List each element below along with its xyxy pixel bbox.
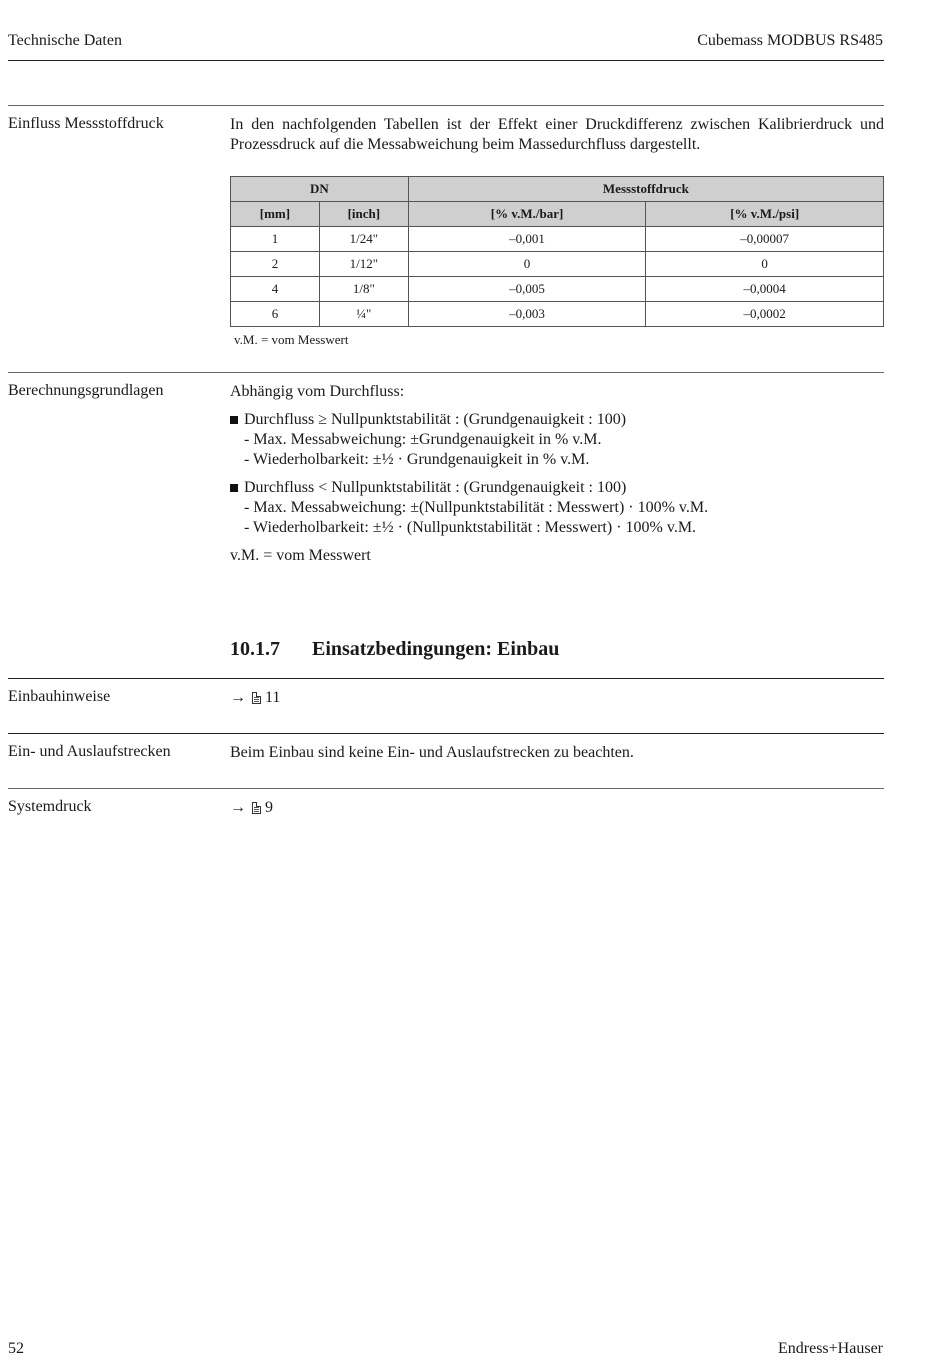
table-row bbox=[231, 302, 884, 327]
table-cell: 1/24" bbox=[319, 227, 408, 252]
reference-page-number: 9 bbox=[265, 799, 273, 816]
installation-page-reference[interactable] bbox=[230, 688, 884, 708]
table-cell: –0,001 bbox=[408, 227, 646, 252]
label-installation-notes: Einbauhinweise bbox=[8, 688, 111, 705]
label-inlet-outlet-runs: Ein- und Auslaufstrecken bbox=[8, 743, 171, 760]
table-cell: 2 bbox=[231, 252, 320, 277]
table-cell: 4 bbox=[231, 277, 320, 302]
bullet-sub-max-deviation: - Max. Messabweichung: ±Grundgenauigkeit in % v.M. bbox=[244, 431, 602, 448]
bullet-text: Durchfluss ≥ Nullpunktstabilität : (Grundgenauigkeit : 100) bbox=[244, 411, 627, 428]
section-divider bbox=[8, 105, 884, 106]
bullet-square-icon bbox=[230, 416, 238, 424]
header-section-title: Technische Daten bbox=[8, 32, 122, 49]
table-group-header-row bbox=[231, 177, 884, 202]
label-pressure-influence: Einfluss Messstoffdruck bbox=[8, 115, 164, 132]
section-number: 10.1.7 bbox=[230, 638, 280, 660]
footer-page-number: 52 bbox=[8, 1340, 24, 1357]
calculation-lead: Abhängig vom Durchfluss: bbox=[230, 383, 405, 400]
table-header-mm: [mm] bbox=[231, 202, 320, 227]
section-divider bbox=[8, 733, 884, 734]
table-cell: 6 bbox=[231, 302, 320, 327]
table-footnote: v.M. = vom Messwert bbox=[234, 332, 349, 347]
label-calculation-basis: Berechnungsgrundlagen bbox=[8, 382, 164, 399]
calculation-content bbox=[230, 382, 884, 566]
table-row bbox=[231, 277, 884, 302]
table-cell: –0,003 bbox=[408, 302, 646, 327]
table-cell: 1/12" bbox=[319, 252, 408, 277]
section-divider bbox=[8, 788, 884, 789]
table-cell: –0,0004 bbox=[646, 277, 884, 302]
section-divider bbox=[8, 372, 884, 373]
arrow-right-icon: → bbox=[230, 689, 246, 706]
table-row bbox=[231, 227, 884, 252]
arrow-right-icon: → bbox=[230, 799, 246, 816]
table-header-inch: [inch] bbox=[319, 202, 408, 227]
bullet-sub-repeatability: - Wiederholbarkeit: ±½ · Grundgenauigkeit in % v.M. bbox=[244, 451, 590, 468]
calculation-footnote: v.M. = vom Messwert bbox=[230, 547, 371, 564]
inlet-outlet-runs-text: Beim Einbau sind keine Ein- und Auslaufstrecken zu beachten. bbox=[230, 744, 634, 761]
table-cell: 0 bbox=[408, 252, 646, 277]
pressure-intro-text: In den nachfolgenden Tabellen ist der Effekt einer Druckdifferenz zwischen Kalibrierdruck und Prozessdruck auf die Messabweichung beim Massedurchfluss dargestellt. bbox=[230, 116, 884, 153]
reference-page-number: 11 bbox=[265, 689, 281, 706]
pressure-effect-table bbox=[230, 176, 884, 327]
table-header-per-bar: [% v.M./bar] bbox=[408, 202, 646, 227]
header-document-title: Cubemass MODBUS RS485 bbox=[697, 32, 883, 49]
page-document-icon bbox=[252, 802, 261, 814]
bullet-text: Durchfluss < Nullpunktstabilität : (Grundgenauigkeit : 100) bbox=[244, 479, 627, 496]
footer-brand: Endress+Hauser bbox=[778, 1340, 883, 1357]
bullet-sub-max-deviation: - Max. Messabweichung: ±(Nullpunktstabilität : Messwert) · 100% v.M. bbox=[244, 499, 709, 516]
bullet-item bbox=[230, 478, 884, 538]
table-sub-header-row bbox=[231, 202, 884, 227]
table-cell: –0,0002 bbox=[646, 302, 884, 327]
section-title: Einsatzbedingungen: Einbau bbox=[312, 638, 560, 660]
page-document-icon bbox=[252, 692, 261, 704]
table-header-dn: DN bbox=[231, 177, 409, 202]
header-rule bbox=[8, 60, 884, 61]
table-cell: 1 bbox=[231, 227, 320, 252]
table-cell: ¼" bbox=[319, 302, 408, 327]
table-header-per-psi: [% v.M./psi] bbox=[646, 202, 884, 227]
label-system-pressure: Systemdruck bbox=[8, 798, 92, 815]
bullet-item bbox=[230, 410, 884, 470]
heading-rule bbox=[8, 678, 884, 679]
table-cell: 0 bbox=[646, 252, 884, 277]
system-pressure-page-reference[interactable] bbox=[230, 798, 884, 818]
bullet-sub-repeatability: - Wiederholbarkeit: ±½ · (Nullpunktstabilität : Messwert) · 100% v.M. bbox=[244, 519, 697, 536]
table-cell: –0,00007 bbox=[646, 227, 884, 252]
bullet-square-icon bbox=[230, 484, 238, 492]
table-row bbox=[231, 252, 884, 277]
table-cell: 1/8" bbox=[319, 277, 408, 302]
section-heading bbox=[230, 638, 559, 661]
table-header-process-pressure: Messstoffdruck bbox=[408, 177, 883, 202]
table-cell: –0,005 bbox=[408, 277, 646, 302]
